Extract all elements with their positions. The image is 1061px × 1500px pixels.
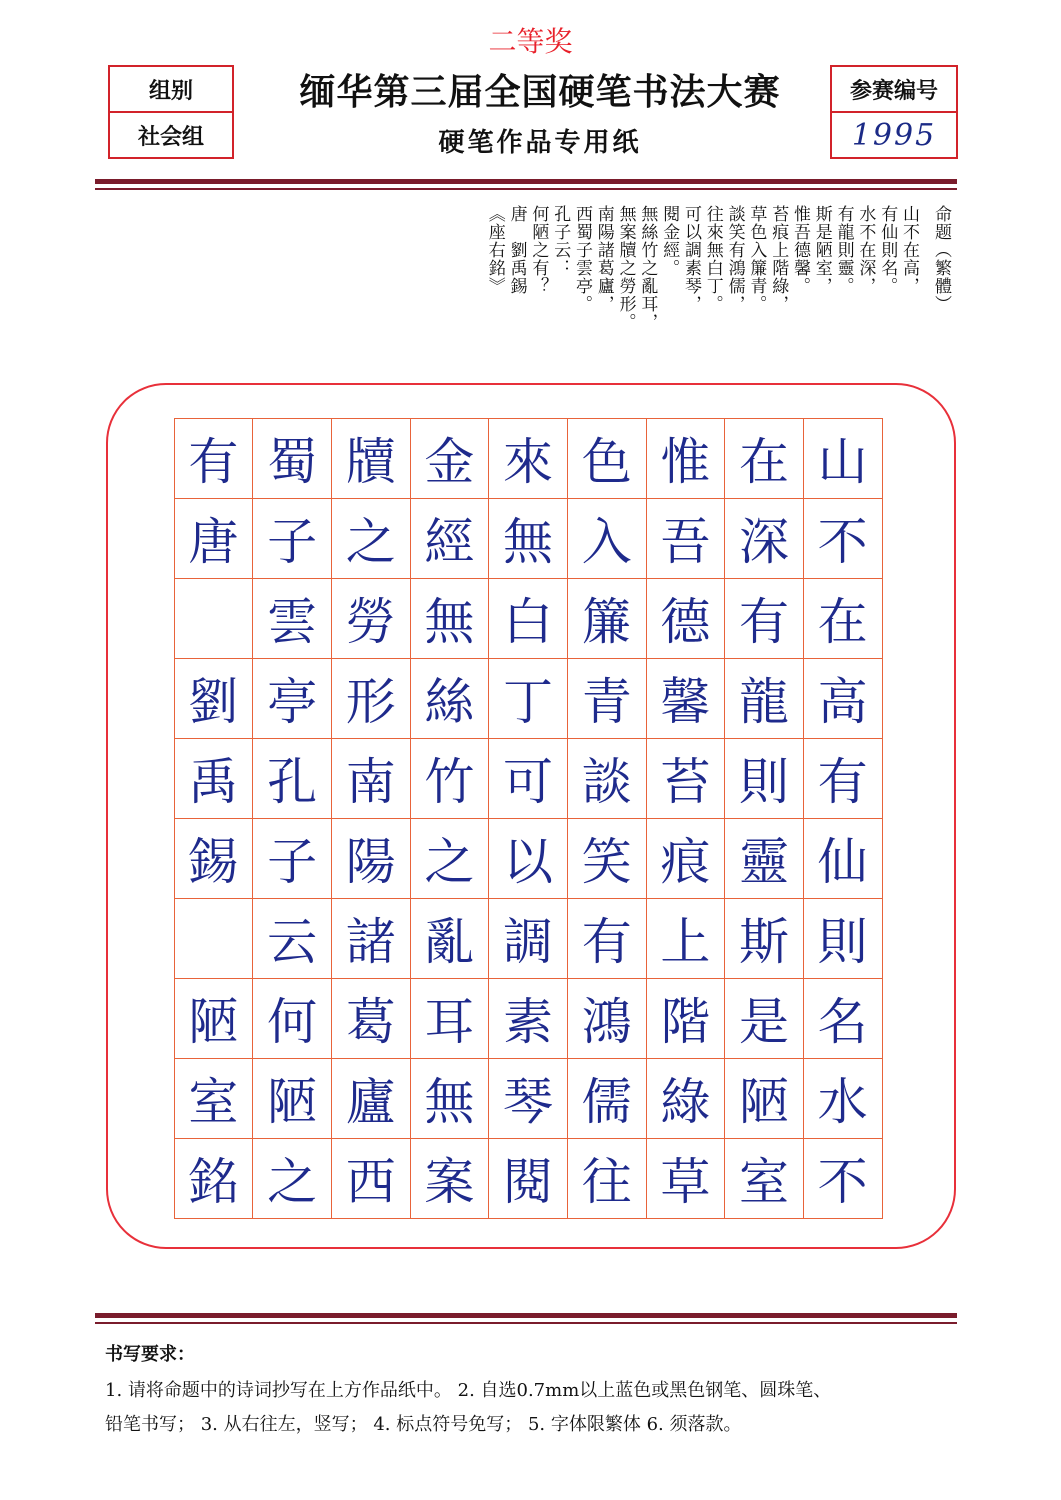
grid-cell: 耳	[410, 978, 490, 1059]
grid-cell: 吾	[646, 498, 726, 579]
calligraphy-grid	[174, 418, 882, 1218]
grid-cell: 陋	[252, 1058, 332, 1139]
requirements-title: 书写要求：	[105, 1344, 195, 1365]
paper-subtitle: 硬笔作品专用纸	[438, 128, 642, 158]
grid-cell: 云	[252, 898, 332, 979]
grid-cell: 簾	[567, 578, 647, 659]
grid-cell: 上	[646, 898, 726, 979]
reference-line: 有仙則名。	[877, 205, 898, 295]
grid-cell: 山	[803, 418, 883, 499]
grid-cell: 是	[724, 978, 804, 1059]
grid-cell: 靈	[724, 818, 804, 899]
grid-cell: 陋	[724, 1058, 804, 1139]
grid-cell: 在	[803, 578, 883, 659]
reference-line: 水不在深，	[855, 205, 876, 295]
grid-cell: 儒	[567, 1058, 647, 1139]
grid-cell: 銘	[174, 1138, 254, 1219]
grid-cell: 以	[488, 818, 568, 899]
bottom-divider-thick	[95, 1313, 957, 1318]
contest-title: 缅华第三届全国硬笔书法大赛	[299, 71, 781, 113]
award-label: 二等奖	[488, 25, 573, 58]
grid-cell: 之	[331, 498, 411, 579]
grid-cell: 無	[410, 1058, 490, 1139]
grid-cell: 則	[724, 738, 804, 819]
reference-line: 無案牘之勞形。	[615, 205, 636, 331]
grid-cell: 絲	[410, 658, 490, 739]
reference-line: 《座右銘》	[484, 205, 505, 295]
reference-line: 談笑有鴻儒，	[724, 205, 745, 313]
grid-cell: 亭	[252, 658, 332, 739]
grid-cell: 色	[567, 418, 647, 499]
grid-cell: 雲	[252, 578, 332, 659]
grid-cell: 無	[488, 498, 568, 579]
grid-cell: 白	[488, 578, 568, 659]
grid-cell: 丁	[488, 658, 568, 739]
grid-cell: 唐	[174, 498, 254, 579]
reference-line: 何陋之有？	[528, 205, 549, 295]
reference-line: 惟吾德馨。	[790, 205, 810, 295]
grid-cell: 西	[331, 1138, 411, 1219]
grid-cell: 之	[410, 818, 490, 899]
grid-cell: 之	[252, 1138, 332, 1219]
grid-cell: 高	[803, 658, 883, 739]
grid-cell: 痕	[646, 818, 726, 899]
grid-cell: 苔	[646, 738, 726, 819]
grid-cell: 廬	[331, 1058, 411, 1139]
grid-cell: 錫	[174, 818, 254, 899]
top-divider-thin	[95, 188, 957, 190]
grid-cell: 素	[488, 978, 568, 1059]
grid-cell: 不	[803, 498, 883, 579]
reference-line: 苔痕上階綠，	[768, 205, 789, 313]
grid-cell: 子	[252, 498, 332, 579]
grid-cell: 階	[646, 978, 726, 1059]
grid-cell: 綠	[646, 1058, 726, 1139]
grid-cell: 禹	[174, 738, 254, 819]
grid-cell: 入	[567, 498, 647, 579]
grid-cell: 在	[724, 418, 804, 499]
grid-cell: 經	[410, 498, 490, 579]
grid-cell	[174, 578, 254, 659]
grid-cell: 諸	[331, 898, 411, 979]
grid-cell: 深	[724, 498, 804, 579]
entry-box	[830, 65, 958, 159]
grid-cell: 室	[174, 1058, 254, 1139]
reference-line: 有龍則靈。	[833, 205, 854, 295]
grid-cell: 閱	[488, 1138, 568, 1219]
bottom-divider-thin	[95, 1322, 957, 1324]
reference-line: 閱金經。	[659, 205, 680, 277]
entry-label: 参赛编号	[832, 67, 956, 113]
grid-cell: 不	[803, 1138, 883, 1219]
group-label: 组别	[110, 67, 232, 113]
grid-cell: 琴	[488, 1058, 568, 1139]
grid-cell: 調	[488, 898, 568, 979]
requirements-line-2: 铅笔书写； 3. 从右往左，竖写； 4. 标点符号免写； 5. 字体限繁体 6. 须落款。	[105, 1414, 742, 1435]
reference-line: 西蜀子雲亭。	[572, 205, 592, 313]
grid-cell: 陽	[331, 818, 411, 899]
grid-cell: 水	[803, 1058, 883, 1139]
grid-cell: 金	[410, 418, 490, 499]
grid-cell: 陋	[174, 978, 254, 1059]
grid-cell: 孔	[252, 738, 332, 819]
grid-cell: 談	[567, 738, 647, 819]
grid-cell: 劉	[174, 658, 254, 739]
grid-cell: 竹	[410, 738, 490, 819]
top-divider-thick	[95, 179, 957, 184]
grid-cell: 亂	[410, 898, 490, 979]
grid-cell: 形	[331, 658, 411, 739]
reference-heading: 命题（繁體）	[931, 205, 951, 313]
grid-cell: 馨	[646, 658, 726, 739]
reference-line: 草色入簾青。	[746, 205, 767, 313]
grid-cell: 龍	[724, 658, 804, 739]
grid-cell: 則	[803, 898, 883, 979]
group-box	[108, 65, 234, 159]
reference-line: 無絲竹之亂耳，	[637, 205, 658, 331]
grid-cell: 斯	[724, 898, 804, 979]
grid-cell: 草	[646, 1138, 726, 1219]
grid-cell: 室	[724, 1138, 804, 1219]
reference-line: 南陽諸葛廬，	[593, 205, 614, 313]
reference-line: 可以調素琴，	[681, 205, 701, 313]
grid-cell: 何	[252, 978, 332, 1059]
grid-cell: 青	[567, 658, 647, 739]
grid-cell: 有	[567, 898, 647, 979]
grid-cell: 仙	[803, 818, 883, 899]
grid-cell: 往	[567, 1138, 647, 1219]
grid-cell: 蜀	[252, 418, 332, 499]
grid-cell: 牘	[331, 418, 411, 499]
entry-number: 1995	[851, 117, 937, 153]
grid-cell: 鴻	[567, 978, 647, 1059]
grid-cell: 笑	[567, 818, 647, 899]
grid-cell: 南	[331, 738, 411, 819]
grid-cell: 有	[803, 738, 883, 819]
grid-cell: 來	[488, 418, 568, 499]
grid-cell: 名	[803, 978, 883, 1059]
grid-cell: 無	[410, 578, 490, 659]
grid-cell: 勞	[331, 578, 411, 659]
reference-line: 斯是陋室，	[811, 205, 832, 295]
grid-cell: 案	[410, 1138, 490, 1219]
grid-cell: 子	[252, 818, 332, 899]
grid-cell: 惟	[646, 418, 726, 499]
grid-cell: 可	[488, 738, 568, 819]
requirements-line-1: 1. 请将命题中的诗词抄写在上方作品纸中。 2. 自选0.7mm以上蓝色或黑色钢笔、圆珠笔、	[105, 1380, 832, 1401]
reference-line: 往來無白丁。	[702, 205, 723, 313]
grid-cell: 葛	[331, 978, 411, 1059]
reference-line: 唐 劉禹錫	[506, 205, 527, 295]
reference-line: 山不在高，	[899, 205, 919, 295]
group-value: 社会组	[137, 124, 204, 150]
grid-cell: 有	[174, 418, 254, 499]
grid-cell	[174, 898, 254, 979]
grid-cell: 德	[646, 578, 726, 659]
grid-cell: 有	[724, 578, 804, 659]
reference-line: 孔子云：	[550, 205, 571, 277]
